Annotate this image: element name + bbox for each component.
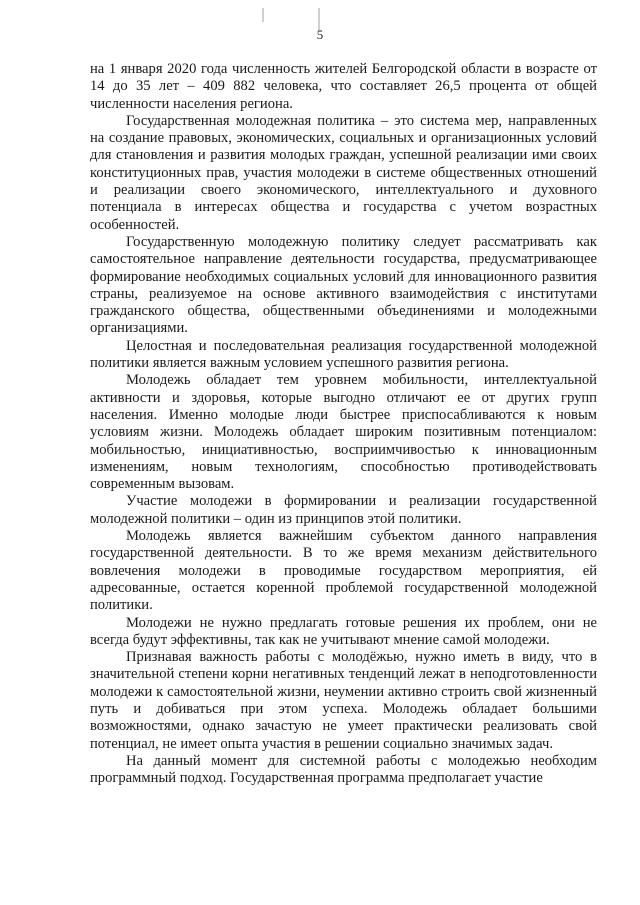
paragraph: Государственная молодежная политика – это система мер, направленных на создание правовых, экономических, социальных и организационных условий для становления и развития молодых граждан, успешной реализации ими своих конституционных прав, участия молодежи в системе общественных отношений и реализации своего экономического, интеллектуального и духовного потенциала в интересах общества и государства с учетом возрастных особенностей. <box>90 112 597 233</box>
paragraph: Молодежь является важнейшим субъектом данного направления государственной деятельности. В то же время механизм действительного вовлечения молодежи в проводимые государством мероприятия, ей адресованные, остается коренной проблемой государственной молодежной политики. <box>90 528 597 614</box>
page-number: 5 <box>316 27 324 42</box>
scan-artifact <box>262 8 264 22</box>
paragraph: Целостная и последовательная реализация государственной молодежной политики является важным условием успешного развития региона. <box>90 337 597 372</box>
paragraph: Молодежь обладает тем уровнем мобильности, интеллектуальной активности и здоровья, которые выгодно отличают ее от других групп населения. Именно молодые люди быстрее приспосабливаются к новым условиям жизни. Молодежь обладает широким позитивным потенциалом: мобильностью, инициативностью, восприимчивостью к инновационным изменениям, новым технологиям, способностью противодействовать современным вызовам. <box>90 372 597 493</box>
paragraph: Признавая важность работы с молодёжью, нужно иметь в виду, что в значительной степени корни негативных тенденций лежат в неподготовленности молодежи к самостоятельной жизни, неумении активно строить свой жизненный путь и добиваться при этом успеха. Молодежь обладает большими возможностями, однако зачастую не умеет практически реализовать свой потенциал, не имеет опыта участия в решении социально значимых задач. <box>90 649 597 752</box>
paragraph: На данный момент для системной работы с молодежью необходим программный подход. Государственная программа предполагает участие <box>90 752 597 787</box>
paragraph: на 1 января 2020 года численность жителей Белгородской области в возрасте от 14 до 35 лет – 409 882 человека, что составляет 26,5 процента от общей численности населения региона. <box>90 61 597 112</box>
body-text <box>90 61 597 787</box>
paragraph: Участие молодежи в формировании и реализации государственной молодежной политики – один из принципов этой политики. <box>90 493 597 527</box>
paragraph: Молодежи не нужно предлагать готовые решения их проблем, они не всегда будут эффективны, так как не учитывают мнение самой молодежи. <box>90 614 597 648</box>
paragraph: Государственную молодежную политику следует рассматривать как самостоятельное направление деятельности государства, предусматривающее формирование необходимых социальных условий для инновационного развития страны, реализуемое на основе активного взаимодействия с институтами гражданского общества, общественными объединениями и молодежными организациями. <box>90 233 597 337</box>
